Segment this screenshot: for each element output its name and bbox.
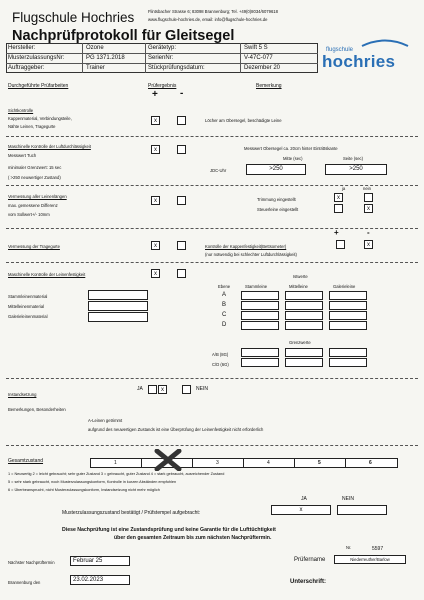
stamm-c[interactable] [241, 311, 279, 320]
logo-paraglider-icon [360, 38, 410, 48]
steuer-nein-checkbox[interactable]: x [364, 204, 373, 213]
stamm-mat-input[interactable] [88, 290, 148, 300]
instand-nein-label: NEIN [196, 386, 208, 392]
page-title: Nachprüfprotokoll für Gleitsegel [12, 28, 235, 44]
gesamt-cross-mark-icon [154, 449, 182, 471]
luft-title: Maschinelle Kontrolle der Luftdurchlässigkeit [8, 144, 91, 149]
gesamt-6[interactable]: 6 [369, 460, 372, 466]
sicht-line1: Kappenmaterial, Verbindungsteile, [8, 116, 72, 121]
instand-ja-label: JA [137, 386, 143, 392]
pruefername-value[interactable]: Niederreuther/Barlow [334, 555, 406, 564]
muster-nein-box[interactable] [337, 505, 387, 515]
nr-label: Nr. [346, 545, 352, 550]
kappen-title: Kontrolle der Kappenfestigkeit(Bettsometer) [205, 244, 287, 249]
unterschrift-label: Unterschrift: [290, 579, 327, 585]
muster-nein-label: NEIN [342, 496, 354, 502]
leinen-line2: vom Sollwert+/- 10mm [8, 212, 50, 217]
grenz-ab-label: A/B (8G) [212, 352, 229, 357]
sicht-minus-checkbox[interactable] [177, 116, 186, 125]
luft-seite-value[interactable]: >250 [325, 164, 387, 175]
galerie-col-label: Galerieleine [333, 284, 356, 289]
gesamt-5[interactable]: 5 [318, 460, 321, 466]
luft-messwert-note: Messwert Obersegel ca. 20cm hinter Eintrittskante [244, 146, 338, 151]
gesamt-label: Gesamtzustand [8, 458, 44, 464]
grenz-ab-galerie[interactable] [329, 348, 367, 357]
kappen-minus-sign: - [367, 228, 370, 237]
column-arbeiten: Durchgeführte Prüfarbeiten [8, 83, 69, 89]
instand-nein-checkbox[interactable]: x [158, 385, 167, 394]
luft-jdc: JDC-Uhr [210, 168, 227, 173]
mittel-col-label: Mittelleine [289, 284, 308, 289]
trage-plus-checkbox[interactable]: x [151, 241, 160, 250]
logo-small-text: flugschule [326, 47, 354, 53]
kappen-note: (nur notwendig bei schlechter Luftdurchlässigkeit) [205, 252, 297, 257]
trimmung-ja-checkbox[interactable]: x [334, 193, 343, 202]
gesamt-1[interactable]: 1 [114, 460, 117, 466]
stamm-mat-label: Stammleinenmaterial [8, 294, 48, 299]
muster-label: MusterzulassungsNr: [8, 55, 65, 61]
grenz-cd-stamm[interactable] [241, 358, 279, 367]
logo-text: hochries [322, 52, 396, 71]
sicht-line2: Nähte Leinen, Tragegurte [8, 124, 56, 129]
instand-extra-checkbox[interactable] [182, 385, 191, 394]
luft-mitte-value[interactable]: >250 [246, 164, 306, 175]
galerie-b[interactable] [329, 301, 367, 310]
serien-label: SerienNr: [148, 55, 174, 61]
ebene-row-a: A [222, 292, 227, 298]
stueck-value: Dezember 20 [244, 65, 281, 71]
sicht-remark: Löcher am Obersegel, beschädigte Leine [205, 118, 282, 123]
school-address: Flintsbacher Strasse 6; 83098 Brannenburg; Tel. +49(0)8034/6079618 [148, 9, 278, 14]
mittel-d[interactable] [285, 321, 323, 330]
pruefername-label: Prüfername [294, 557, 326, 563]
ort-label: Brannenburg den [8, 580, 41, 585]
muster-ja-box[interactable]: x [271, 505, 331, 515]
grenz-cd-mittel[interactable] [285, 358, 323, 367]
grenz-ab-mittel[interactable] [285, 348, 323, 357]
school-web: www.flugschule-hochries.de, email: info@flugschule-hochries.de [148, 17, 268, 22]
gesamt-3[interactable]: 3 [216, 460, 219, 466]
auftrag-label: Auftraggeber: [8, 65, 45, 71]
leinen-line1: max. gemessene Differenz [8, 203, 58, 208]
column-minus: - [180, 88, 184, 99]
galerie-d[interactable] [329, 321, 367, 330]
auftrag-value: Trainer [86, 65, 105, 71]
mittel-b[interactable] [285, 301, 323, 310]
luft-seite-label: Seite (sec) [343, 156, 364, 161]
geraetetyp-value: Swift 5 S [244, 45, 268, 51]
leinen-minus-checkbox[interactable] [177, 196, 186, 205]
geraetetyp-label: Gerätetyp: [148, 45, 177, 51]
instand-ja-checkbox[interactable] [148, 385, 157, 394]
stueck-label: Stückprüfungsdatum: [148, 65, 205, 71]
mittel-mat-input[interactable] [88, 301, 148, 311]
ebene-row-d: D [222, 322, 227, 328]
leinen-nein-label: nein [363, 186, 371, 191]
nr-value: 5597 [372, 546, 384, 552]
bemerk-label: Bemerkungen, Besonderheiten [8, 407, 66, 412]
gesamt-legend-2: 5 = sehr stark gebraucht, noch Musterzulassungskonform, Kontrolle in kurzen Abständen empfohlen [8, 480, 177, 484]
stamm-col-label: Stammleine [245, 284, 268, 289]
steuer-label: Steuerleine eingestellt [257, 207, 299, 212]
ebene-label: Ebene [218, 284, 231, 289]
instand-label: Instandsetzung [8, 392, 37, 397]
trimmung-label: Trimmung eingestellt [257, 197, 296, 202]
stamm-d[interactable] [241, 321, 279, 330]
galerie-mat-input[interactable] [88, 312, 148, 322]
ebene-row-c: C [222, 312, 227, 318]
galerie-c[interactable] [329, 311, 367, 320]
reiss-minus-checkbox[interactable] [177, 269, 186, 278]
sicht-plus-checkbox[interactable]: x [151, 116, 160, 125]
sicht-title: Sichtkontrolle [8, 108, 34, 113]
kappen-plus-sign: + [334, 228, 339, 237]
serien-value: V-47C-077 [244, 55, 273, 61]
gesamt-scale [90, 458, 398, 468]
naechster-label: Nächster Nachprüftermin [8, 560, 55, 565]
trage-title: Vermessung der Tragegurte [8, 244, 60, 249]
leinen-ja-label: ja [342, 186, 346, 191]
ebene-row-b: B [222, 302, 227, 308]
disclaimer-line2: über den gesamten Zeitraum bis zum nächsten Nachprüftermin. [114, 535, 272, 541]
bemerk-line2: aufgrund des neuwertigen Zustands ist eine Überprüfung der Leinenfestigkeit nicht erforderlich [88, 427, 264, 432]
gesamt-legend-3: 6 = Überbeansprucht, nicht Musterzulassungskonform, Instandsetzung nicht mehr möglich [8, 488, 160, 492]
istwerte-label: Istwerte [293, 274, 308, 279]
reiss-plus-checkbox[interactable]: x [151, 269, 160, 278]
kappen-plus-checkbox[interactable] [336, 240, 345, 249]
ort-value[interactable]: 23.02.2023 [70, 575, 130, 585]
hersteller-value: Ozone [86, 45, 104, 51]
muster-label: Musterzulassungszustand bestätigt / Prüfstempel aufgebracht: [62, 510, 201, 516]
galerie-mat-label: Galerieleinenmaterial [8, 314, 48, 319]
luft-mitte-label: Mitte (sec) [283, 156, 303, 161]
reiss-title: Maschinelle Kontrolle der Leinenfestigkeit [8, 272, 86, 277]
mittel-c[interactable] [285, 311, 323, 320]
luft-minus-checkbox[interactable] [177, 145, 186, 154]
column-plus: + [152, 89, 158, 100]
trage-minus-checkbox[interactable] [177, 241, 186, 250]
luft-line1: Messwert Tuch [8, 153, 37, 158]
grenz-ab-stamm[interactable] [241, 348, 279, 357]
column-ergebnis: Prüfergebnis [148, 83, 177, 89]
grenz-cd-label: C/D (6G) [212, 362, 229, 367]
mittel-mat-label: Mittelleinenmaterial [8, 304, 45, 309]
bemerk-line1: A-Leinen getrimmt [88, 418, 123, 423]
galerie-a[interactable] [329, 291, 367, 300]
mittel-a[interactable] [285, 291, 323, 300]
luft-line2: minimaler Grenzwert: 15 sec [8, 165, 62, 170]
hersteller-label: Hersteller: [8, 45, 36, 51]
luft-line3: ( >250 neuwertiger Zustand) [8, 175, 61, 180]
naechster-value[interactable]: Februar 25 [70, 556, 130, 566]
leinen-plus-checkbox[interactable]: x [151, 196, 160, 205]
school-name: Flugschule Hochries [12, 10, 135, 25]
gesamt-4[interactable]: 4 [267, 460, 270, 466]
stamm-b[interactable] [241, 301, 279, 310]
leinen-title: Vermessung aller Leinenlängen [8, 194, 67, 199]
grenz-cd-galerie[interactable] [329, 358, 367, 367]
trimmung-nein-checkbox[interactable] [364, 193, 373, 202]
luft-plus-checkbox[interactable]: x [151, 145, 160, 154]
gesamt-legend-1: 1 = Neuwertig 2 = leicht gebraucht; sehr guter Zustand 3 = gebraucht, guter Zustand 4 = stark gebraucht, ausreichender Zustand [8, 472, 225, 476]
disclaimer-line1: Diese Nachprüfung ist eine Zustandsprüfung und keine Garantie für die Lufttüchtigkeit [62, 527, 276, 533]
kappen-minus-checkbox[interactable]: x [364, 240, 373, 249]
muster-ja-label: JA [301, 496, 307, 502]
grenzwerte-label: Grenzwerte [289, 340, 311, 345]
stamm-a[interactable] [241, 291, 279, 300]
steuer-ja-checkbox[interactable] [334, 204, 343, 213]
muster-value: PG 1371.2018 [86, 55, 125, 61]
column-bemerkung: Bemerkung [256, 83, 282, 89]
